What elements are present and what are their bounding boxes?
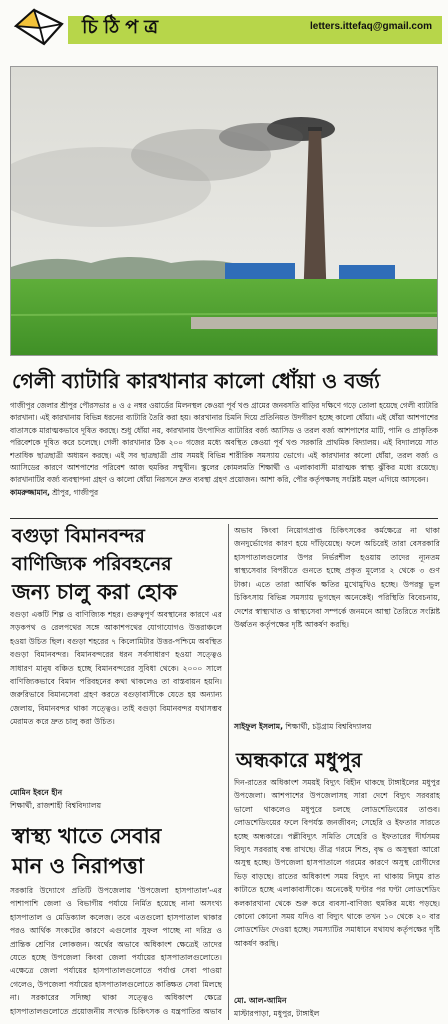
letter4-title: অন্ধকারে মধুপুর (236, 748, 362, 772)
letter1-sig-place: শ্রীপুর, গাজীপুর (52, 487, 98, 497)
letter4-sig-place: মাস্টারপাড়া, মধুপুর, টাঙ্গাইল (234, 1009, 320, 1019)
column-divider (228, 524, 229, 1020)
letter3-body-continued (234, 524, 440, 718)
letter3-continued-text: অভাব কিংবা নিয়োগপ্রাপ্ত চিকিৎসকের কর্মক্ষেত্রে না থাকা জনদুর্ভোগের কারণ হয়ে দাঁড়িয়েছে। ফলে অচিরেই তারা বেসরকারি হাসপাতালগুলোর উপর নির্ভরশীল হওয়ায় তাদের ন্যূনতম স্বাস্থ্যসেবার বিপরীতে গুনতে হচ্ছে প্রকৃত মূল্যের ২ থেকে ৩ গুণ টাকা। এতে তারা আর্থিক ক্ষতির মুখোমুখিও হচ্ছে। উপরন্তু ভুল চিকিৎসায় বিভিন্ন সমস্যায় ভুগছেন অনেকেই। পরিস্থিতি বিবেচনায়, দেশের স্বাস্থ্যখাত ও স্বাস্থ্যসেবা সম্পর্কে জনমনে আস্থা তৈরিতে সংশ্লিষ্ট উর্ধ্বতন কর্তৃপক্ষের দৃষ্টি আকর্ষণ করছি। (234, 526, 440, 629)
letter2-title-line2: বাণিজ্যিক পরিবহনের (12, 553, 172, 575)
letter1-text: গাজীপুর জেলার শ্রীপুর পৌরসভার ৪ ও ৫ নম্বর ওয়ার্ডের মিলনস্থল কেওয়া পূর্ব খণ্ড গ্রামের জনবসতি বাড়ির দক্ষিণে গড়ে তোলা হয়েছে গেলী ব্যাটারি কারখানা। এই কারখানায় বিভিন্ন ধরনের ব্যাটারি তৈরি করা হয়। কারখানার চিমনি দিয়ে প্রতিনিয়ত উদগীরণ হচ্ছে কালো ধোঁয়া। এই ধোঁয়া আশপাশের বাতাসকে মারাত্মকভাবে দূষিত করছে। শুধু ধোঁয়া নয়, কারখানায় উৎপাদিত ব্যাটারির বর্জ্য অ্যাসিড ও তরল বর্জ্য আশপাশের মাটি, পানি ও প্রাকৃতিক পরিবেশকে দূষিত করে চলেছে। গেলী কারখানার ঠিক ২০০ গজের মধ্যে অবস্থিত কেওয়া পূর্ব খণ্ড সরকারি প্রাথমিক বিদ্যালয়। এই বিদ্যালয়ে সাত শতাধিক ছাত্রছাত্রী অধ্যয়ন করছে। এই সব ছাত্রছাত্রী প্রায় সময়ই বিভিন্ন শারীরিক সমস্যায় ভোগে। এই কারখানার কালো ধোঁয়া, তরল বর্জ্য ও অ্যাসিডের কারণে আশপাশের পরিবেশ আজ হুমকির সম্মুখীন। স্কুলের কোমলমতি শিক্ষার্থী ও এলাকাবাসী মারাত্মক স্বাস্থ্য ঝুঁকির মধ্যে রয়েছে। কারখানাটির বর্জ্য ব্যবস্থাপনা গ্রহণ ও কালো ধোঁয়া নিরসনে দ্রুত ব্যবস্থা গ্রহণ প্রয়োজন। আশা করি, পৌর কর্তৃপক্ষসহ সংশ্লিষ্ট মহল এগিয়ে আসবেন। (10, 401, 438, 485)
letter2-body: বগুড়া একটি শিল্প ও বাণিজ্যিক শহর। গুরুত্বপূর্ণ অবস্থানের কারণে এর সড়কপথ ও রেলপথের সঙ্গে আকাশপথের যোগাযোগও উত্তরাঞ্চলে হওয়া উচিত ছিল। বগুড়া শহরের ৭ কিলোমিটার উত্তর-পশ্চিমে অবস্থিত বগুড়া বিমানবন্দর। বিমানবন্দরের ধরন সর্বসাধারণ হওয়া সত্ত্বেও সাধারণ মানুষ বঞ্চিত হচ্ছে বিমানবন্দরের সুবিধা থেকে। ২০০০ সালে বাণিজ্যিকভাবে বিমান পরিবহনের কথা থাকলেও তা বাস্তবায়ন হয়নি। জরুরিভাবে বিমানসেবা গ্রহণ করতে বগুড়াবাসীকে যেতে হয় অন্যান্য জেলায়, বিমানবন্দর থাকা সত্ত্বেও। তাই বগুড়া বিমানবন্দর যথাসম্ভব মেরামত করে দ্রুত চালু করা উচিত। (10, 610, 222, 727)
letter1-title: গেলী ব্যাটারি কারখানার কালো ধোঁয়া ও বর্জ্য (12, 369, 380, 393)
letter4-body: দিন-রাতের অধিকাংশ সময়ই বিদ্যুৎ বিহীন থাকছে টাঙ্গাইলের মধুপুর উপজেলা। আশপাশের উপজেলাসহ সারা দেশে বিদ্যুৎ সরবরাহ ভালো থাকলেও মধুপুরে চলছে লোডশেডিংয়ের তাণ্ডব। লোডশেডিংয়ের ফলে বিপর্যস্ত জনজীবন; সেহেরি ও ইফতার সারতে হচ্ছে অন্ধকারে। পল্লীবিদ্যুৎ সমিতি সেহেরি ও ইফতারের দীর্ঘসময় বিদ্যুৎ সরবরাহ বন্ধ রাখছে। তীব্র গরমে শিশু, বৃদ্ধ ও অসুস্থরা আরো অসুস্থ হচ্ছে। উপজেলা হাসপাতালে গরমের কারণে অসুস্থ রোগীদের ভিড় বাড়ছে। রাতের অধিকাংশ সময় বিদ্যুৎ না থাকায় নিঘুম রাত কাটাতে হচ্ছে এলাকাবাসীকে। অনেকেই ঘণ্টার পর ঘণ্টা লোডশেডিং কলকারখানা থেকে শুরু করে ব্যবসা-বাণিজ্য হুমকির মধ্যে পড়ছে। কোনো কোনো সময় যদিও বা বিদ্যুৎ থাকে তখন ১০ থেকে ২০ বার লোডশেডিং দেওয়া হচ্ছে। সমস্যাটির সমাধানে যথাযথ কর্তৃপক্ষের দৃষ্টি আকর্ষণ করছি। (234, 778, 440, 948)
letter3-sig-name: সাইফুল ইসলাম, (234, 722, 283, 731)
letter3-title-line2: মান ও নিরাপত্তা (12, 854, 144, 878)
contact-email: letters.ittefaq@gmail.com (309, 21, 432, 32)
brick-kiln-photo-icon (11, 67, 438, 356)
news-photo (10, 66, 438, 356)
envelope-logo-icon (12, 6, 66, 50)
letter1-body (10, 400, 438, 512)
letter3-body: সরকারি উদ্যোগে প্রতিটি উপজেলায় 'উপজেলা হাসপাতাল'-এর পাশাপাশি জেলা ও বিভাগীয় পর্যায়ে নির্মিত হয়েছে নানা অসংখ্য হাসপাতাল ও মেডিক্যাল কলেজ। তবে এতগুলো হাসপাতাল থাকার পরও আর্থিক সংকটের কারণে এগুলোর সুফল পাচ্ছে না দরিদ্র ও প্রান্তিক শ্রেণির লোকজন। অর্থের অভাবে অধিকাংশ ক্ষেত্রেই তাদের যেতে হচ্ছে উপজেলা কিংবা জেলা পর্যায়ের হাসপাতালগুলোতে। এক্ষেত্রে জেলা পর্যায়ের হাসপাতালগুলোতে পর্যাপ্ত সেবা পাওয়া গেলেও, উপজেলা পর্যায়ের হাসপাতালগুলোতে কাঙ্ক্ষিত সেবা মিলছে না। সরকারের সদিচ্ছা থাকা সত্ত্বেও অধিকাংশ ক্ষেত্রে হাসপাতালগুলোতে প্রয়োজনীয় সংখ্যক চিকিৎসক ও যন্ত্রপাতির অভাব (10, 886, 222, 1016)
letter2-sig-name: মোমিন ইবনে হীন (10, 788, 63, 797)
letter4-signature (234, 994, 319, 1020)
letter3-signature (234, 720, 371, 733)
letter1-sig-name: কামরুজ্জামান, (10, 487, 50, 497)
letter2-title-line3: জন্য চালু করা হোক (12, 580, 178, 604)
page-header (6, 4, 442, 52)
divider (10, 518, 438, 519)
letter2-sig-place: শিক্ষার্থী, রাজশাহী বিশ্ববিদ্যালয় (10, 801, 102, 811)
letter3-sig-place: শিক্ষার্থী, চট্টগ্রাম বিশ্ববিদ্যালয় (285, 722, 372, 731)
letter2-signature (10, 786, 101, 812)
section-title: চিঠিপত্র (82, 16, 165, 38)
letter3-title-line1: স্বাস্থ্য খাতে সেবার (12, 824, 162, 848)
letter2-title-line1: বগুড়া বিমানবন্দর (12, 525, 145, 547)
letter4-sig-name: মো. আল-আমিন (234, 996, 287, 1005)
